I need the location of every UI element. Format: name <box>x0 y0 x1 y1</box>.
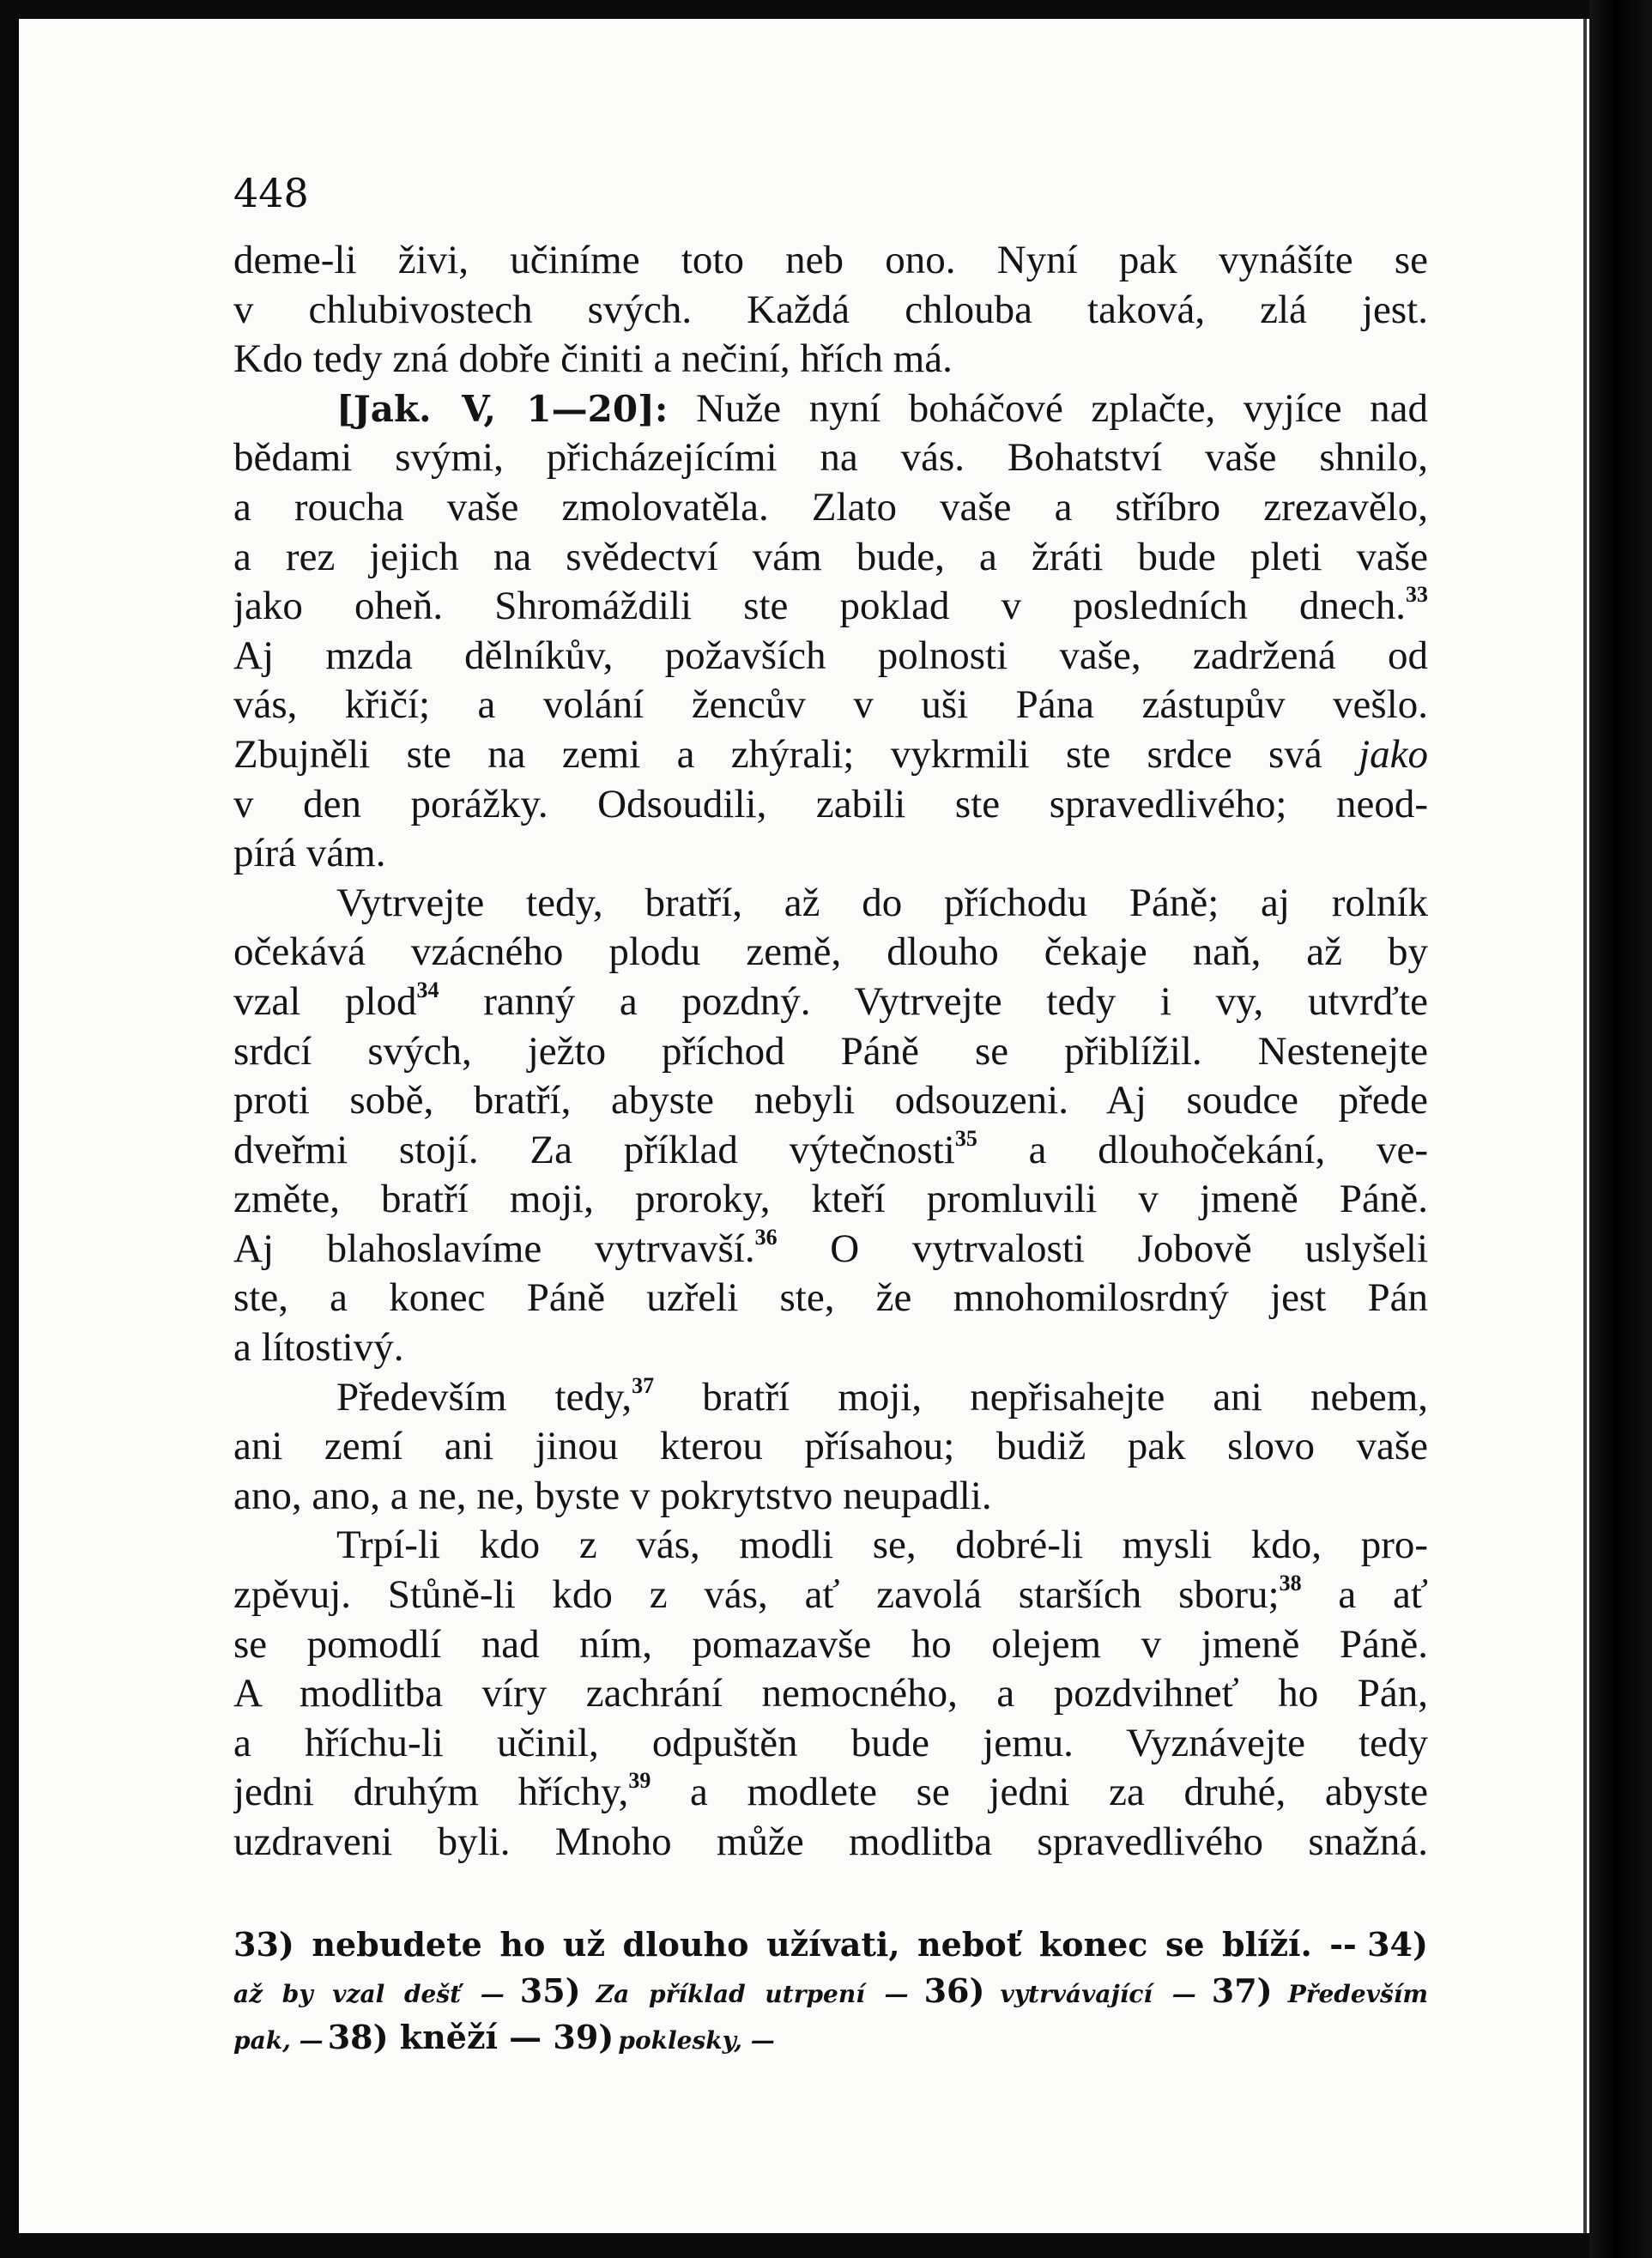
footnotes <box>233 1925 1428 2064</box>
text-line: ano, ano, a ne, ne, byste v pokrytstvo neupadli. <box>233 1473 992 1518</box>
text-line: Aj blahoslavíme vytrvavší.$^{36}$ O vytrvalosti Jobově uslyšeli <box>233 1224 1428 1271</box>
text-line: se pomodlí nad ním, pomazavše ho olejem v jmeně Páně. <box>233 1621 1428 1667</box>
footnote-marker: 39 <box>628 1768 651 1794</box>
text-line: Trpí-li kdo z vás, modli se, dobré-li mysli kdo, pro- <box>336 1522 1428 1568</box>
footnote-marker: 33 <box>1406 582 1428 608</box>
text-line: proti sobě, bratří, abyste nebyli odsouzeni. Aj soudce přede <box>233 1078 1428 1123</box>
text-line: deme-li živi, učiníme toto neb ono. Nyní pak vynášíte se <box>233 238 1428 282</box>
text-line: [Jak. V, 1—20]: Nuže nyní boháčové zplačte, vyjíce nad <box>336 385 1428 431</box>
page-number: 448 <box>233 170 309 216</box>
text-line: Především tedy,$^{37}$ bratří moji, nepřisahejte ani nebem, <box>336 1372 1428 1420</box>
text-line: očekává vzácného plodu země, dlouho čekaje naň, až by <box>233 929 1428 975</box>
text-line: ani zemí ani jinou kterou přísahou; budiž pak slovo vaše <box>233 1424 1428 1469</box>
text-line: v chlubivostech svých. Každá chlouba taková, zlá jest. <box>233 287 1428 332</box>
binding-shadow <box>1589 0 1652 2258</box>
text-line: zpěvuj. Stůně-li kdo z vás, ať zavolá starších sboru;$^{38}$ a ať <box>233 1571 1428 1618</box>
text-line: Kdo tedy zná dobře činiti a nečiní, hřích má. <box>233 336 953 382</box>
text-line: bědami svými, přicházejícími na vás. Bohatství vaše shnilo, <box>233 435 1428 481</box>
scripture-reference: [Jak. V, 1—20]: <box>336 387 669 430</box>
text-line: srdcí svých, ježto příchod Páně se přiblížil. Nestenejte <box>233 1028 1428 1074</box>
footnote-marker: 38 <box>1279 1571 1302 1596</box>
text-line: pírá vám. <box>233 831 386 876</box>
text-line: vzal plod$^{34}$ ranný a pozdný. Vytrvejte tedy i vy, utvrďte <box>233 977 1428 1024</box>
text-line: a hříchu-li učinil, odpuštěn bude jemu. Vyznávejte tedy <box>233 1720 1428 1765</box>
text-line: a rez jejich na svědectví vám bude, a žráti bude pleti vaše <box>233 534 1428 579</box>
text-line: uzdraveni byli. Mnoho může modlitba spravedlivého snažná. <box>233 1819 1428 1864</box>
text-line: A modlitba víry zachrání nemocného, a pozdvihneť ho Pán, <box>233 1671 1428 1716</box>
text-line: jako oheň. Shromáždili ste poklad v posledních dnech.$^{33}$ <box>233 582 1428 629</box>
text-line: Zbujněli ste na zemi a zhýrali; vykrmili ste srdce svá jako <box>233 731 1428 777</box>
text-line: jedni druhým hříchy,$^{39}$ a modlete se jedni za druhé, abyste <box>233 1768 1428 1815</box>
text-line: ste, a konec Páně uzřeli ste, že mnohomilosrdný jest Pán <box>233 1275 1428 1321</box>
text-line: Vytrvejte tedy, bratří, až do příchodu Páně; aj rolník <box>336 880 1428 925</box>
text-line: vás, křičí; a volání žencův v uši Pána zástupův vešlo. <box>233 682 1428 728</box>
footnote-marker: 34 <box>416 977 439 1002</box>
page-edge-line <box>1583 19 1587 2233</box>
text-line: dveřmi stojí. Za příklad výtečnosti$^{35}$ a dlouhočekání, ve- <box>233 1125 1428 1172</box>
text-line: a lítostivý. <box>233 1325 404 1371</box>
text-line: a roucha vaše zmolovatěla. Zlato vaše a stříbro zrezavělo, <box>233 484 1428 530</box>
footnote-line: pak, — 38) kněží — 39) poklesky, — <box>233 2018 775 2056</box>
footnote-marker: 37 <box>632 1372 655 1398</box>
footnote-line: až by vzal dešť — 35) Za příklad utrpení — 36) vytrvávající — 37) Především <box>233 1971 1428 2010</box>
text-line: Aj mzda dělníkův, požavších polnosti vaše, zadržená od <box>233 633 1428 678</box>
footnote-marker: 36 <box>754 1224 778 1250</box>
text-line: v den porážky. Odsoudili, zabili ste spravedlivého; neod- <box>233 781 1428 826</box>
footnote-line: 33) nebudete ho už dlouho užívati, neboť konec se blíží. -- 34) <box>233 1925 1428 1964</box>
body-text <box>233 236 1428 1868</box>
footnote-marker: 35 <box>954 1125 977 1151</box>
text-line: změte, bratří moji, proroky, kteří promluvili v jmeně Páně. <box>233 1177 1428 1222</box>
